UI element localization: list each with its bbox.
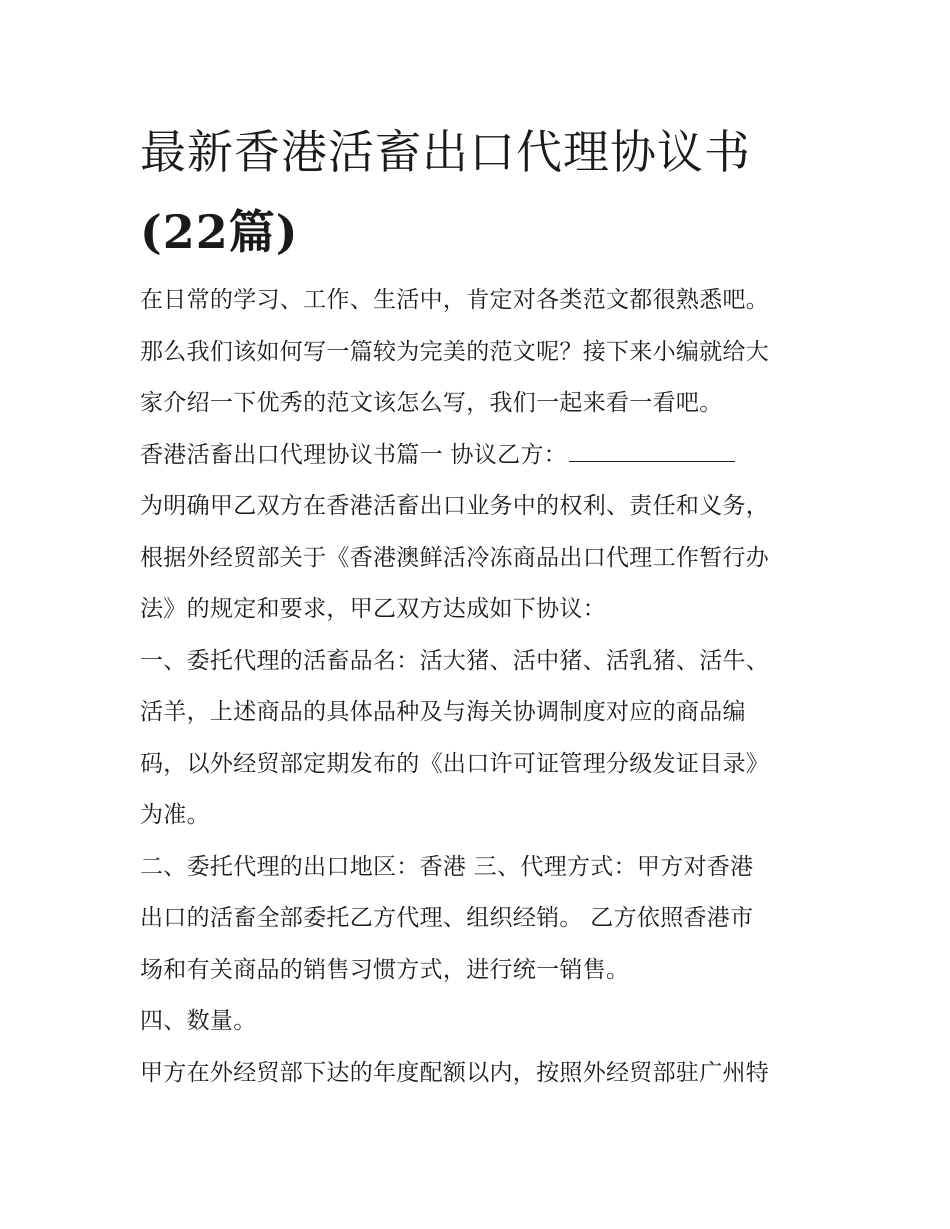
body-line: 四、数量。 — [140, 1008, 257, 1034]
body-line-with-blank — [140, 430, 820, 482]
document-title — [140, 112, 820, 272]
body-line: 码，以外经贸部定期发布的《出口许可证管理分级发证目录》 — [140, 750, 770, 777]
body-line-text: 香港活畜出口代理协议书篇一 协议乙方： — [140, 441, 568, 468]
title-line-2: (22篇) — [140, 205, 299, 259]
title-line-1: 最新香港活畜出口代理协议书 — [140, 125, 751, 179]
body-line: 场和有关商品的销售习惯方式，进行统一销售。 — [140, 956, 630, 983]
body-line: 根据外经贸部关于《香港澳鲜活冷冻商品出口代理工作暂行办 — [140, 544, 770, 571]
body-line: 活羊，上述商品的具体品种及与海关协调制度对应的商品编 — [140, 699, 746, 725]
fill-in-blank — [569, 443, 735, 462]
body-line: 二、委托代理的出口地区：香港 三、代理方式：甲方对香港 — [140, 853, 754, 880]
body-line: 法》的规定和要求，甲乙双方达成如下协议： — [140, 596, 606, 622]
body-line: 为明确甲乙双方在香港活畜出口业务中的权利、责任和义务， — [140, 493, 770, 519]
body-line: 一、委托代理的活畜品名：活大猪、活中猪、活乳猪、活牛、 — [140, 647, 770, 674]
body-line: 为准。 — [140, 802, 210, 828]
body-line: 甲方在外经贸部下达的年度配额以内，按照外经贸部驻广州特 — [140, 1059, 770, 1086]
body-line: 家介绍一下优秀的范文该怎么写，我们一起来看一看吧。 — [140, 390, 723, 416]
body-line: 在日常的学习、工作、生活中，肯定对各类范文都很熟悉吧。 — [140, 287, 770, 313]
body-line: 那么我们该如何写一篇较为完美的范文呢？接下来小编就给大 — [140, 338, 770, 365]
body-line: 出口的活畜全部委托乙方代理、组织经销。 乙方依照香港市 — [140, 905, 754, 931]
document-body — [140, 275, 820, 1099]
